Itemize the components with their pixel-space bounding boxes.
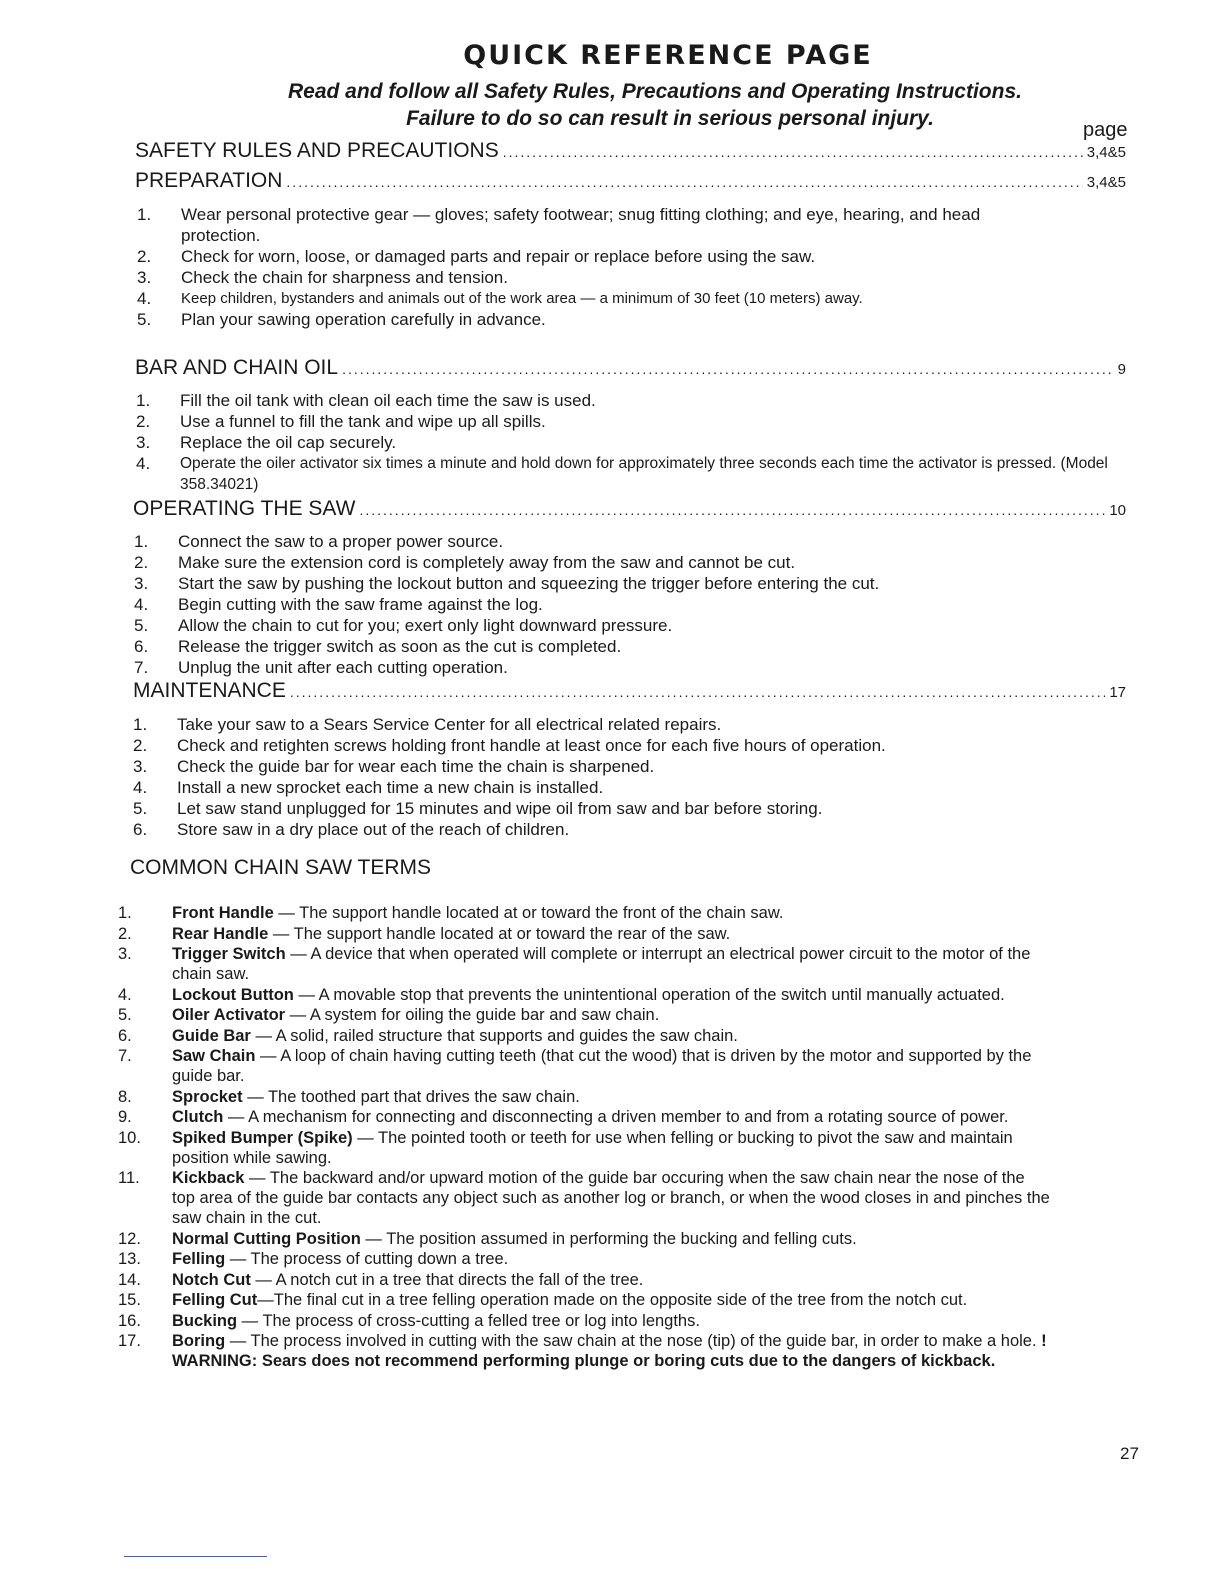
term-item: 15. Felling Cut—The final cut in a tree felling operation made on the opposite side of the tree from the notch cut.: [118, 1291, 968, 1309]
page-number: 27: [1120, 1444, 1139, 1463]
oil-list: [136, 390, 1130, 495]
list-item: 6. Release the trigger switch as soon as the cut is completed.: [134, 637, 622, 656]
list-item: 1. Connect the saw to a proper power source.: [134, 532, 504, 551]
term-item: 12. Normal Cutting Position — The position assumed in performing the bucking and felling cuts.: [118, 1229, 857, 1248]
list-item: 1. Fill the oil tank with clean oil each time the saw is used.: [136, 391, 596, 410]
subtitle-safety: Read and follow all Safety Rules, Precautions and Operating Instructions.: [288, 80, 1022, 103]
list-item: 7. Unplug the unit after each cutting operation.: [134, 658, 508, 677]
section-operating-saw: [133, 497, 1126, 521]
term-item: 9. Clutch — A mechanism for connecting and disconnecting a driven member to and from a rotating source of power.: [118, 1108, 1009, 1126]
operating-list: [134, 531, 1098, 678]
term-item: 8. Sprocket — The toothed part that drives the saw chain.: [118, 1087, 580, 1106]
warning-text: ! WARNING: Sears does not recommend performing plunge or boring cuts due to the dangers of kickback.: [172, 1332, 1047, 1370]
list-item: 3. Start the saw by pushing the lockout button and squeezing the trigger before entering the cut.: [134, 574, 880, 593]
list-item: 4. Keep children, bystanders and animals out of the work area — a minimum of 30 feet (10 meters) away.: [137, 289, 863, 308]
list-item: 4. Operate the oiler activator six times a minute and hold down for approximately three seconds each time the activator is pressed. (Model 358.34021): [136, 454, 1108, 493]
list-item: 3. Check the chain for sharpness and tension.: [137, 268, 508, 287]
section-heading: BAR AND CHAIN OIL: [135, 356, 339, 379]
section-heading: OPERATING THE SAW: [133, 497, 356, 520]
section-page-ref: 10: [1109, 502, 1126, 519]
term-item: 7. Saw Chain — A loop of chain having cutting teeth (that cut the wood) that is driven by the motor and supported by the guide bar.: [118, 1047, 1032, 1085]
term-item: 1. Front Handle — The support handle located at or toward the front of the chain saw.: [118, 904, 784, 922]
section-page-ref: 3,4&5: [1086, 144, 1126, 161]
term-item: 4. Lockout Button — A movable stop that prevents the unintentional operation of the switch until manually actuated.: [118, 985, 1005, 1004]
term-item: 6. Guide Bar — A solid, railed structure that supports and guides the saw chain.: [118, 1026, 738, 1045]
leader-dots: [359, 502, 1105, 518]
term-item: 16. Bucking — The process of cross-cutting a felled tree or log into lengths.: [118, 1311, 700, 1330]
section-heading: MAINTENANCE: [133, 679, 286, 702]
list-item: 1. Take your saw to a Sears Service Center for all electrical related repairs.: [133, 715, 722, 734]
section-bar-chain-oil: [135, 356, 1126, 380]
term-item: 14. Notch Cut — A notch cut in a tree that directs the fall of the tree.: [118, 1270, 644, 1289]
preparation-list: [137, 204, 1041, 330]
list-item: 5. Let saw stand unplugged for 15 minutes and wipe oil from saw and bar before storing.: [133, 799, 823, 818]
terms-list: [118, 903, 1052, 1372]
term-item: 2. Rear Handle — The support handle located at or toward the rear of the saw.: [118, 924, 731, 943]
list-item: 6. Store saw in a dry place out of the reach of children.: [133, 820, 570, 839]
list-item: 4. Begin cutting with the saw frame against the log.: [134, 595, 543, 614]
section-preparation: [135, 169, 1126, 193]
section-safety-rules: [135, 139, 1126, 163]
section-heading: SAFETY RULES AND PRECAUTIONS: [135, 139, 499, 162]
list-item: 2. Make sure the extension cord is completely away from the saw and cannot be cut.: [134, 553, 796, 572]
list-item: 1. Wear personal protective gear — gloves; safety footwear; snug fitting clothing; and eye, hearing, and head protection.: [137, 205, 981, 245]
term-item: 11. Kickback — The backward and/or upward motion of the guide bar occuring when the saw chain near the nose of the top area of the guide bar contacts any object such as another log or branch, or when the wood closes in and pinches the saw chain in the cut.: [118, 1169, 1050, 1227]
section-heading: PREPARATION: [135, 169, 283, 192]
term-item: 10. Spiked Bumper (Spike) — The pointed tooth or teeth for use when felling or bucking to pivot the saw and maintain position while sawing.: [118, 1128, 1013, 1167]
list-item: 5. Allow the chain to cut for you; exert only light downward pressure.: [134, 616, 673, 635]
list-item: 5. Plan your sawing operation carefully in advance.: [137, 310, 546, 329]
list-item: 2. Check for worn, loose, or damaged parts and repair or replace before using the saw.: [137, 247, 816, 266]
leader-dots: [290, 684, 1105, 700]
list-item: 3. Check the guide bar for wear each time the chain is sharpened.: [133, 757, 655, 776]
page-column-label: page: [1083, 119, 1128, 141]
maintenance-list: [133, 714, 1097, 840]
subtitle-warning: Failure to do so can result in serious personal injury.: [406, 107, 934, 130]
list-item: 2. Check and retighten screws holding front handle at least once for each five hours of operation.: [133, 736, 886, 755]
list-item: 4. Install a new sprocket each time a new chain is installed.: [133, 778, 604, 797]
page-title: QUICK REFERENCE PAGE: [463, 40, 873, 71]
term-item: 5. Oiler Activator — A system for oiling the guide bar and saw chain.: [118, 1006, 660, 1024]
leader-dots: [503, 144, 1083, 160]
section-page-ref: 9: [1117, 361, 1126, 378]
terms-heading: COMMON CHAIN SAW TERMS: [130, 856, 432, 879]
leader-dots: [342, 361, 1114, 377]
term-item: 13. Felling — The process of cutting down a tree.: [118, 1250, 509, 1268]
footer-rule: [124, 1556, 267, 1557]
section-page-ref: 3,4&5: [1086, 174, 1126, 191]
section-maintenance: [133, 679, 1126, 703]
section-page-ref: 17: [1109, 684, 1126, 701]
list-item: 2. Use a funnel to fill the tank and wipe up all spills.: [136, 412, 546, 431]
list-item: 3. Replace the oil cap securely.: [136, 433, 397, 452]
term-item: 17. Boring — The process involved in cutting with the saw chain at the nose (tip) of the guide bar, in order to make a hole. ! WARNING: Sears does not recommend performing plunge or boring cuts due to the dangers of kickback.: [118, 1332, 1047, 1370]
leader-dots: [286, 174, 1082, 190]
term-item: 3. Trigger Switch — A device that when operated will complete or interrupt an electrical power circuit to the motor of the chain saw.: [118, 945, 1031, 983]
